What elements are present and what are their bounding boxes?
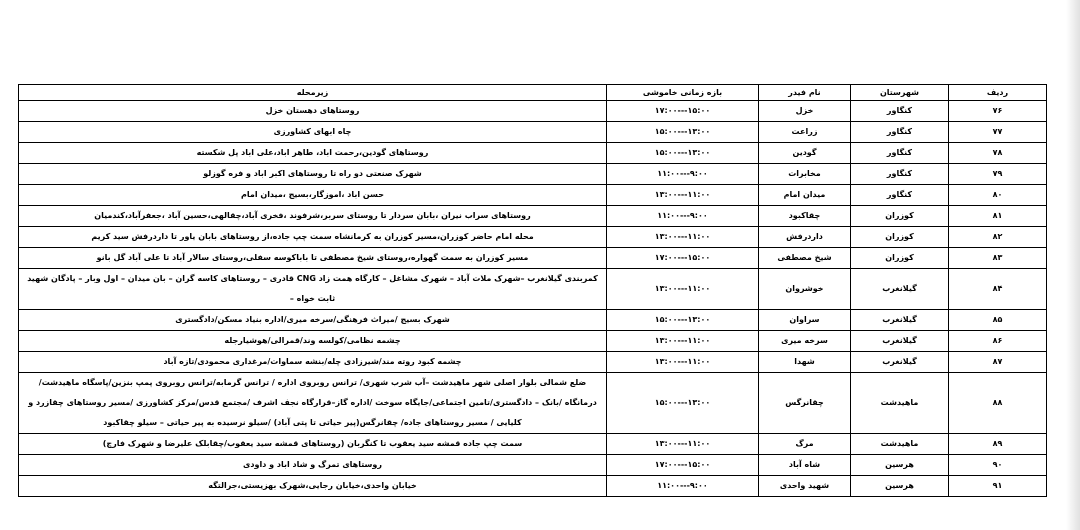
header-submahalle: زیرمحله — [19, 85, 607, 101]
cell-submahalle: روستاهای سراب نیران ،بابان سردار تا روستای سربر،شرفوند ،فخری آباد،چقالهی،حسین آباد ،جعفرآباد،کندمیان — [19, 206, 607, 227]
table-row — [19, 248, 1047, 269]
cell-submahalle: محله امام حاضر کوزران،مسیر کوزران به کرمانشاه سمت چپ جاده،از روستاهای بابان یاور تا داردرفش سید کریم — [19, 227, 607, 248]
cell-shahrestan: کنگاور — [851, 164, 949, 185]
cell-submahalle: چشمه کبود روته مند/شیرزادی چله/بنشه سماوات/مرغداری محمودی/تازه آباد — [19, 352, 607, 373]
cell-time: ۱۳:۰۰---۱۵:۰۰ — [607, 143, 759, 164]
table-row — [19, 143, 1047, 164]
cell-submahalle: چشمه نظامی/کولسه وند/قمرالی/هوشیارجله — [19, 331, 607, 352]
cell-radif: ۸۲ — [949, 227, 1047, 248]
cell-shahrestan: کنگاور — [851, 143, 949, 164]
header-radif: ردیف — [949, 85, 1047, 101]
cell-time: ۱۱:۰۰---۱۳:۰۰ — [607, 434, 759, 455]
header-shahrestan: شهرستان — [851, 85, 949, 101]
cell-shahrestan: کنگاور — [851, 122, 949, 143]
cell-time: ۱۵:۰۰---۱۷:۰۰ — [607, 248, 759, 269]
cell-time: ۱۱:۰۰---۱۳:۰۰ — [607, 269, 759, 310]
cell-radif: ۸۱ — [949, 206, 1047, 227]
table-row — [19, 227, 1047, 248]
cell-feeder: مخابرات — [759, 164, 851, 185]
cell-submahalle: روستاهای گودین،رحمت اباد، طاهر اباد،علی اباد پل شکسته — [19, 143, 607, 164]
cell-feeder: خوشروان — [759, 269, 851, 310]
cell-submahalle: مسیر کوزران به سمت گهواره،روستای شیخ مصطفی تا باباکوسه سفلی،روستای سالار آباد تا علی آباد گل بانو — [19, 248, 607, 269]
cell-radif: ۸۹ — [949, 434, 1047, 455]
table-row — [19, 434, 1047, 455]
cell-time: ۹:۰۰---۱۱:۰۰ — [607, 206, 759, 227]
outage-table-sheet — [18, 84, 1046, 497]
cell-radif: ۸۶ — [949, 331, 1047, 352]
cell-shahrestan: کنگاور — [851, 185, 949, 206]
cell-time: ۱۱:۰۰---۱۳:۰۰ — [607, 352, 759, 373]
cell-shahrestan: هرسین — [851, 455, 949, 476]
cell-submahalle: شهرک بسیج /میراث فرهنگی/سرخه میری/اداره بنیاد مسکن/دادگستری — [19, 310, 607, 331]
cell-submahalle: سمت چپ جاده قمشه سید یعقوب تا کنگربان (روستاهای قمشه سید یعقوب/چقابلک علیرضا و شهرک فارچ) — [19, 434, 607, 455]
cell-radif: ۹۰ — [949, 455, 1047, 476]
cell-time: ۱۱:۰۰---۱۳:۰۰ — [607, 185, 759, 206]
cell-radif: ۸۴ — [949, 269, 1047, 310]
cell-radif: ۸۸ — [949, 373, 1047, 434]
cell-shahrestan: ماهیدشت — [851, 434, 949, 455]
cell-shahrestan: گیلانغرب — [851, 310, 949, 331]
table-row — [19, 310, 1047, 331]
table-body — [19, 101, 1047, 497]
cell-feeder: سراوان — [759, 310, 851, 331]
outage-schedule-table — [18, 84, 1047, 497]
table-header — [19, 85, 1047, 101]
cell-feeder: سرخه میری — [759, 331, 851, 352]
cell-radif: ۷۹ — [949, 164, 1047, 185]
cell-feeder: خزل — [759, 101, 851, 122]
table-row — [19, 476, 1047, 497]
cell-radif: ۹۱ — [949, 476, 1047, 497]
cell-radif: ۸۰ — [949, 185, 1047, 206]
cell-radif: ۸۷ — [949, 352, 1047, 373]
header-row — [19, 85, 1047, 101]
table-row — [19, 122, 1047, 143]
cell-submahalle: کمربندی گیلانغرب –شهرک ملات آباد – شهرک مشاغل – کارگاه همت زاد CNG قادری – روستاهای کاسه گران – بان میدان – اول وبار – پادگان شهید ثابت خواه – — [19, 269, 607, 310]
header-feeder: نام فیدر — [759, 85, 851, 101]
table-row — [19, 101, 1047, 122]
cell-feeder: شیخ مصطفی — [759, 248, 851, 269]
cell-time: ۱۳:۰۰---۱۵:۰۰ — [607, 373, 759, 434]
cell-time: ۱۵:۰۰---۱۷:۰۰ — [607, 455, 759, 476]
cell-feeder: چقاکبود — [759, 206, 851, 227]
cell-radif: ۷۸ — [949, 143, 1047, 164]
cell-shahrestan: گیلانغرب — [851, 269, 949, 310]
cell-feeder: مرگ — [759, 434, 851, 455]
cell-radif: ۸۳ — [949, 248, 1047, 269]
cell-shahrestan: ماهیدشت — [851, 373, 949, 434]
cell-feeder: گودین — [759, 143, 851, 164]
cell-time: ۱۳:۰۰---۱۵:۰۰ — [607, 310, 759, 331]
cell-shahrestan: کنگاور — [851, 101, 949, 122]
table-row — [19, 373, 1047, 434]
cell-radif: ۷۷ — [949, 122, 1047, 143]
cell-shahrestan: کوزران — [851, 206, 949, 227]
cell-time: ۱۱:۰۰---۱۳:۰۰ — [607, 331, 759, 352]
cell-feeder: زراعت — [759, 122, 851, 143]
cell-shahrestan: کوزران — [851, 248, 949, 269]
cell-feeder: شهید واحدی — [759, 476, 851, 497]
cell-feeder: میدان امام — [759, 185, 851, 206]
cell-feeder: شاه آباد — [759, 455, 851, 476]
page-edge-shadow — [1066, 0, 1080, 530]
cell-time: ۱۳:۰۰---۱۵:۰۰ — [607, 122, 759, 143]
cell-feeder: شهدا — [759, 352, 851, 373]
cell-submahalle: ضلع شمالی بلوار اصلی شهر ماهیدشت –آب شرب شهری/ ترانس روبروی اداره / ترانس گرمابه/ترانس روبروی پمپ بنزین/پاسگاه ماهیدشت/ درمانگاه /بانک – دادگستری/تامین اجتماعی/جایگاه سوخت /اداره گاز–قرارگاه نجف اشرف /مجتمع قدس/مرکز کشاورزی /مسیر روستاهای چقازرد و کلیایی / مسیر روستاهای جاده/ چقانرگس(پیر حیاتی تا پتی آباد) /سیلو نرسیده به پیر حیاتی – سیلو چقاکبود — [19, 373, 607, 434]
cell-shahrestan: کوزران — [851, 227, 949, 248]
cell-submahalle: شهرک صنعتی دو راه تا روستاهای اکبر اباد و فره گوزلو — [19, 164, 607, 185]
table-row — [19, 164, 1047, 185]
table-row — [19, 269, 1047, 310]
cell-submahalle: روستاهای دهستان خزل — [19, 101, 607, 122]
cell-time: ۹:۰۰---۱۱:۰۰ — [607, 476, 759, 497]
cell-radif: ۸۵ — [949, 310, 1047, 331]
table-row — [19, 331, 1047, 352]
cell-submahalle: چاه ابهای کشاورزی — [19, 122, 607, 143]
cell-shahrestan: گیلانغرب — [851, 352, 949, 373]
cell-time: ۹:۰۰---۱۱:۰۰ — [607, 164, 759, 185]
cell-radif: ۷۶ — [949, 101, 1047, 122]
cell-submahalle: روستاهای تمرگ و شاد اباد و داودی — [19, 455, 607, 476]
cell-shahrestan: گیلانغرب — [851, 331, 949, 352]
table-row — [19, 185, 1047, 206]
cell-feeder: چقانرگس — [759, 373, 851, 434]
cell-feeder: داردرفش — [759, 227, 851, 248]
cell-time: ۱۱:۰۰---۱۳:۰۰ — [607, 227, 759, 248]
table-row — [19, 352, 1047, 373]
cell-shahrestan: هرسین — [851, 476, 949, 497]
table-row — [19, 206, 1047, 227]
header-time: بازه زمانی خاموشی — [607, 85, 759, 101]
cell-submahalle: حسن اباد ،اموزگار،بسیج ،میدان امام — [19, 185, 607, 206]
cell-submahalle: خیابان واحدی،خیابان رجایی،شهرک بهزیستی،جرالتگه — [19, 476, 607, 497]
cell-time: ۱۵:۰۰---۱۷:۰۰ — [607, 101, 759, 122]
table-row — [19, 455, 1047, 476]
